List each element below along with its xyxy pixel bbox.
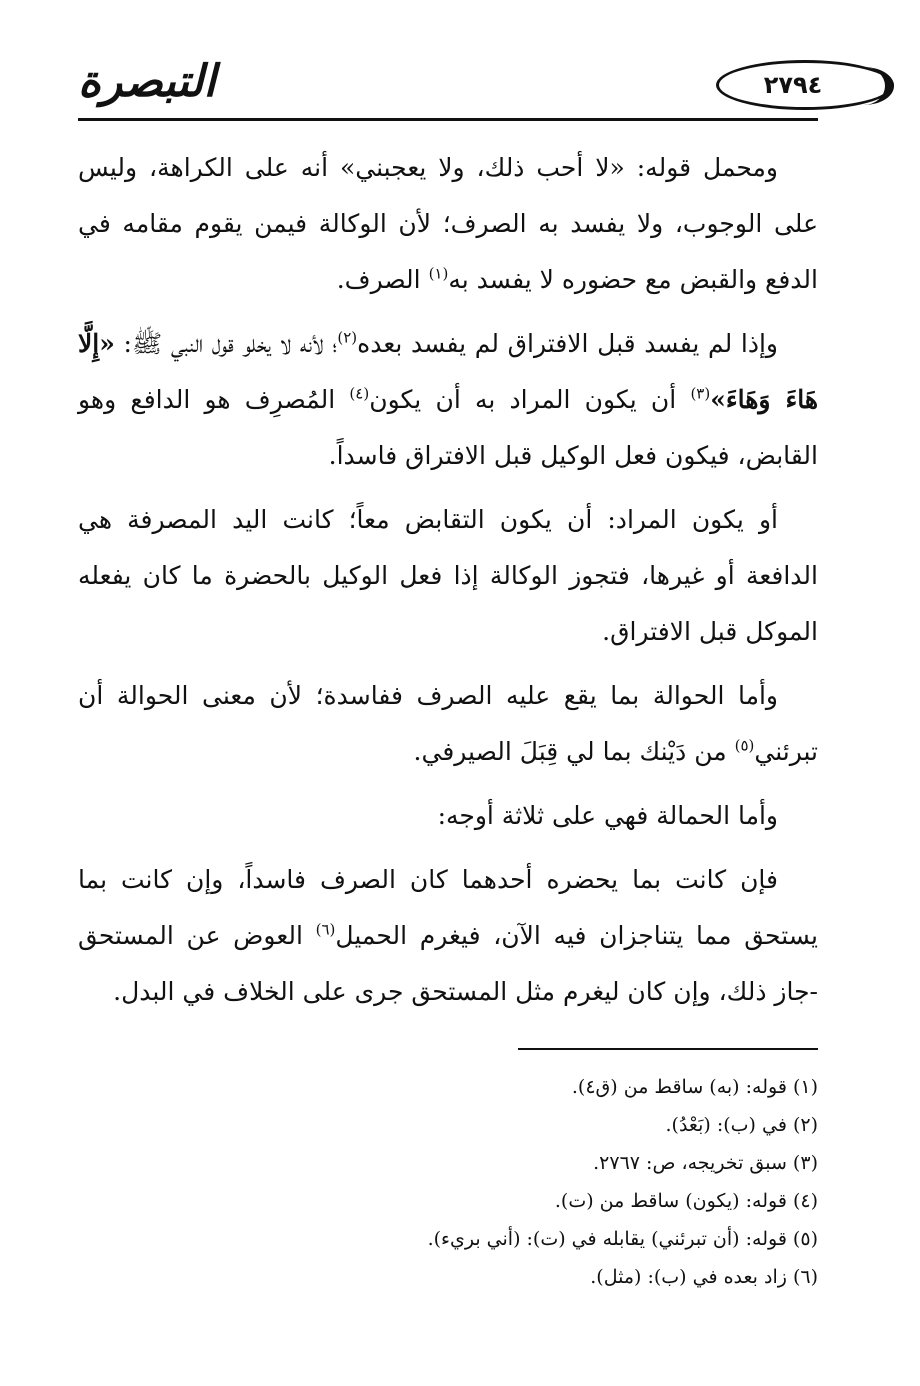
paragraph-text: الصرف. [336,265,429,294]
paragraph-text: ؛ لأنه لا يخلو قول النبي ﷺ: [114,329,338,358]
footnote-reference: (١) [428,264,449,283]
footnote-reference: (٤) [349,384,370,403]
paragraph-text: وأما الحمالة فهي على ثلاثة أوجه: [437,801,778,830]
footnotes [78,1068,818,1296]
footnote: (٦) زاد بعده في (ب): (مثل). [590,1266,818,1288]
running-title: التبصرة [78,56,216,107]
footnote: (٣) سبق تخريجه، ص: ٢٧٦٧. [593,1152,818,1174]
paragraph-text: ومحمل قوله: «لا أحب ذلك، ولا يعجبني» أنه على الكراهة، وليس على الوجوب، ولا يفسد به الصرف؛ لأن الوكالة فيمن يقوم مقامه في الدفع والقبض مع حضوره لا يفسد به [78,153,818,294]
paragraph [78,668,818,780]
paragraph-text: أن يكون المراد به أن يكون [369,385,691,414]
footnote: (٥) قوله: (أن تبرئني) يقابله في (ت): (أني بريء). [427,1228,818,1250]
paragraph-text: العوض عن المستحق -جاز ذلك، وإن كان ليغرم مثل المستحق جرى على الخلاف في البدل. [78,921,818,1006]
footnote-reference: (٣) [690,384,711,403]
paragraph-text: من دَيْنك بما لي قِبَلَ الصيرفي. [413,737,735,766]
paragraph-text: أو يكون المراد: أن يكون التقابض معاً؛ كانت اليد المصرفة هي الدافعة أو غيرها، فتجوز الوكالة إذا فعل الوكيل بالحضرة ما كان يفعله الموكل قبل الافتراق. [78,505,818,646]
paragraph [78,788,818,844]
footnote-reference: (٥) [734,736,755,755]
page-header [78,52,823,122]
main-text [78,140,818,1028]
paragraph [78,316,818,484]
footnote: (٢) في (ب): (بَعْدُ). [665,1114,818,1136]
paragraph [78,492,818,660]
paragraph [78,852,818,1020]
footnote: (١) قوله: (به) ساقط من (ق٤). [571,1076,818,1098]
footnote: (٤) قوله: (يكون) ساقط من (ت). [554,1190,818,1212]
paragraph [78,140,818,308]
footnote-reference: (٢) [337,328,358,347]
hadith-quote: «إِلَّا هَاءَ وَهَاءَ» [78,329,818,414]
paragraph-text: المُصرِف هو الدافع وهو القابض، فيكون فعل الوكيل قبل الافتراق فاسداً. [78,385,818,470]
footnote-separator [518,1048,818,1050]
paragraph-text: وأما الحوالة بما يقع عليه الصرف ففاسدة؛ لأن معنى الحوالة أن تبرئني [78,681,818,766]
paragraph-text: وإذا لم يفسد قبل الافتراق لم يفسد بعده [357,329,779,358]
header-rule [78,118,818,121]
page-number-badge [716,60,894,110]
page-number: ٢٧٩٤ [763,71,823,99]
paragraph-text: فإن كانت بما يحضره أحدهما كان الصرف فاسداً، وإن كانت بما يستحق مما يتناجزان فيه الآن، فيغرم الحميل [78,865,818,950]
footnote-reference: (٦) [315,920,336,939]
